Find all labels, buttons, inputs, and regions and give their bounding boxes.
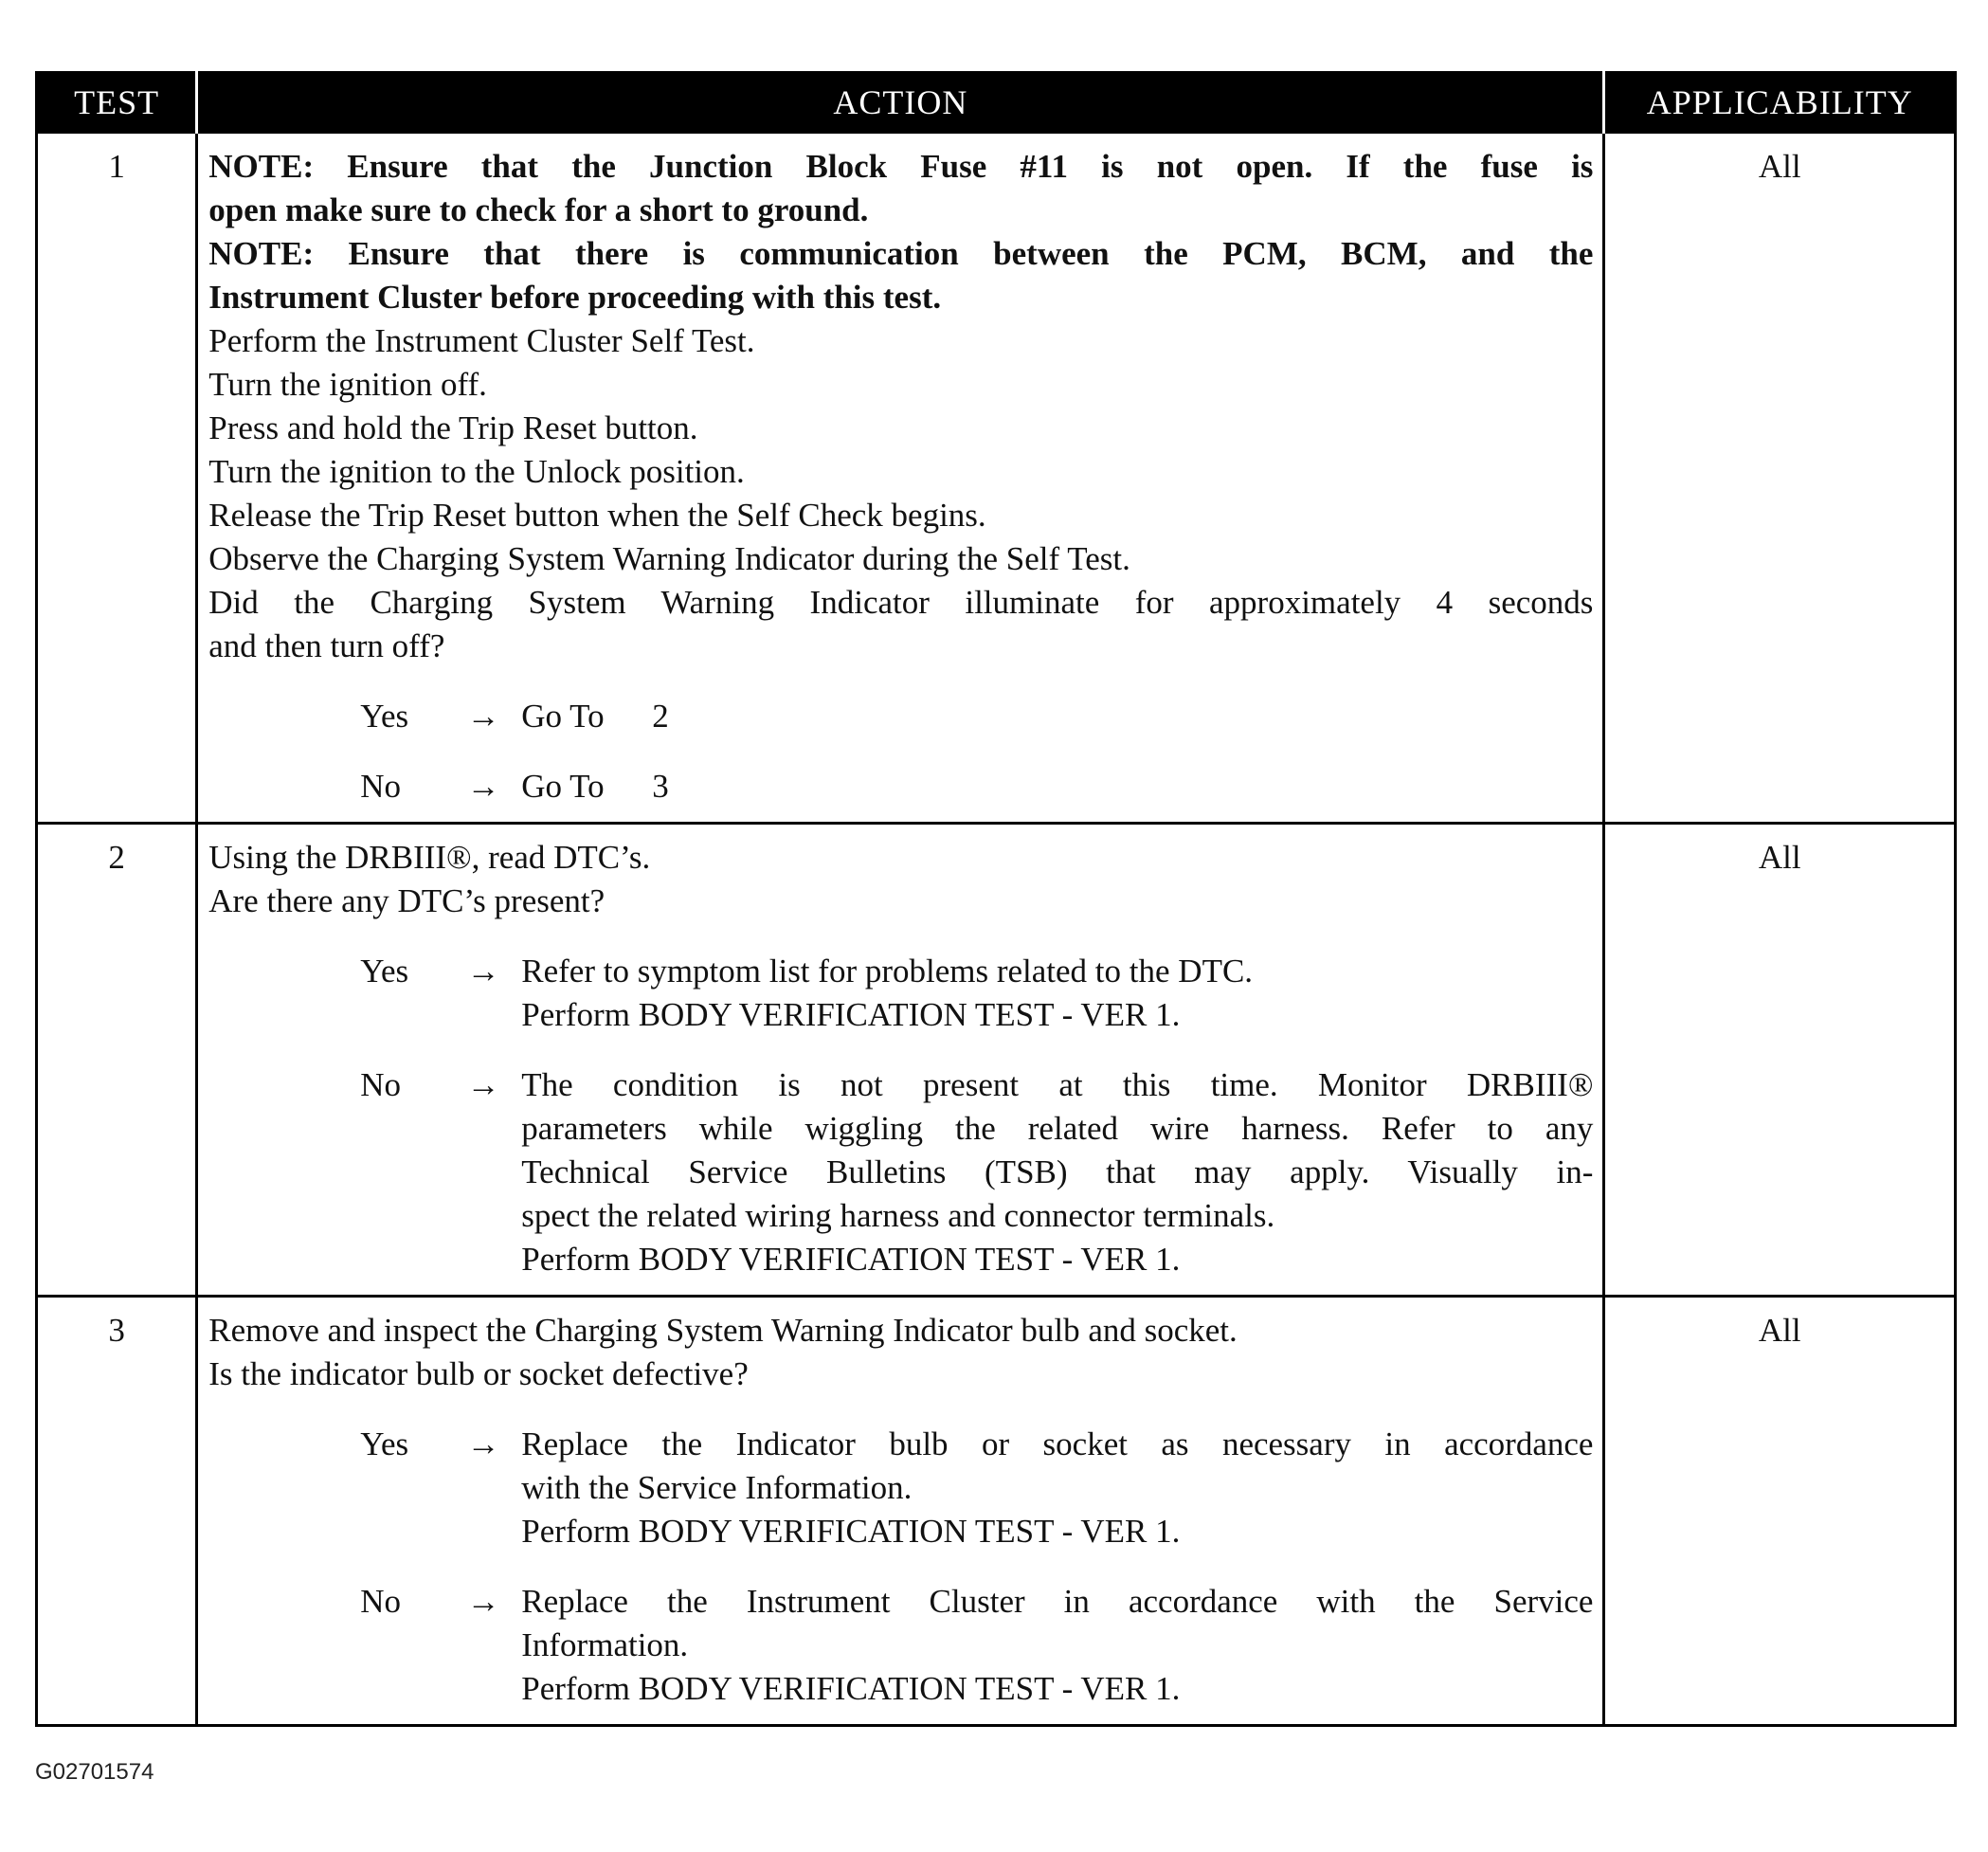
note-line: open make sure to check for a short to ground. — [208, 191, 869, 228]
result-line: parameters while wiggling the related wire harness. Refer to any — [521, 1110, 1594, 1147]
branch-answer: No — [360, 768, 402, 805]
result-line: Replace the Instrument Cluster in accordance with the Service — [521, 1583, 1594, 1620]
branch-yes — [208, 695, 1593, 738]
branch-result — [521, 765, 1593, 808]
arrow-icon: → — [466, 1583, 500, 1620]
test-number: 3 — [37, 1297, 197, 1726]
result-line: Perform BODY VERIFICATION TEST - VER 1. — [521, 1670, 1181, 1707]
step-line: Remove and inspect the Charging System Warning Indicator bulb and socket. — [208, 1312, 1238, 1349]
arrow-icon: → — [466, 768, 500, 805]
branch-answer: Yes — [360, 698, 409, 735]
branch-list — [208, 1423, 1593, 1711]
step-line: Turn the ignition to the Unlock position. — [208, 453, 745, 490]
header-action: ACTION — [197, 73, 1604, 133]
table-header-row — [37, 73, 1956, 133]
action-cell — [197, 1297, 1604, 1726]
result-line: with the Service Information. — [521, 1469, 913, 1506]
branch-answer: No — [360, 1583, 402, 1620]
branch-result — [521, 1580, 1593, 1711]
step-line: Did the Charging System Warning Indicator illuminate for approximately 4 seconds — [208, 584, 1594, 621]
action-cell — [197, 133, 1604, 824]
note-line: NOTE: Ensure that the Junction Block Fuse #11 is not open. If the fuse is — [208, 148, 1594, 185]
result-line: The condition is not present at this time. Monitor DRBIII® — [521, 1066, 1594, 1103]
result-line: Perform BODY VERIFICATION TEST - VER 1. — [521, 1241, 1181, 1278]
step-line: and then turn off? — [208, 627, 445, 664]
header-applicability: APPLICABILITY — [1604, 73, 1956, 133]
step-line: Are there any DTC’s present? — [208, 882, 605, 919]
branch-no — [208, 1580, 1593, 1711]
step-line: Observe the Charging System Warning Indicator during the Self Test. — [208, 540, 1130, 577]
branch-answer: Yes — [360, 953, 409, 990]
branch-no — [208, 765, 1593, 808]
step-line: Perform the Instrument Cluster Self Test. — [208, 322, 755, 359]
step-line: Release the Trip Reset button when the Self Check begins. — [208, 497, 986, 534]
branch-yes — [208, 1423, 1593, 1553]
note-line: Instrument Cluster before proceeding with this test. — [208, 279, 942, 316]
branch-list — [208, 695, 1593, 808]
result-line: Replace the Indicator bulb or socket as necessary in accordance — [521, 1425, 1594, 1462]
applicability-value: All — [1604, 133, 1956, 824]
applicability-value: All — [1604, 1297, 1956, 1726]
step-line: Is the indicator bulb or socket defective? — [208, 1355, 749, 1392]
step-line: Turn the ignition off. — [208, 366, 487, 403]
note-line: NOTE: Ensure that there is communication between the PCM, BCM, and the — [208, 235, 1594, 272]
result-line: Technical Service Bulletins (TSB) that may apply. Visually in- — [521, 1153, 1594, 1190]
diagnostic-test-table — [35, 71, 1957, 1727]
step-line: Press and hold the Trip Reset button. — [208, 409, 698, 446]
goto-label: Go To — [521, 698, 605, 735]
result-line: Perform BODY VERIFICATION TEST - VER 1. — [521, 1513, 1181, 1550]
table-row — [37, 824, 1956, 1297]
branch-list — [208, 950, 1593, 1281]
branch-result — [521, 1063, 1593, 1281]
branch-result — [521, 1423, 1593, 1553]
arrow-icon: → — [466, 953, 500, 990]
action-cell — [197, 824, 1604, 1297]
branch-answer: Yes — [360, 1425, 409, 1462]
header-test: TEST — [37, 73, 197, 133]
arrow-icon: → — [466, 1425, 500, 1462]
arrow-icon: → — [466, 1066, 500, 1103]
goto-target: 3 — [652, 768, 669, 805]
branch-yes — [208, 950, 1593, 1037]
result-line: Refer to symptom list for problems related to the DTC. — [521, 953, 1254, 990]
branch-answer: No — [360, 1066, 402, 1103]
arrow-icon: → — [466, 698, 500, 735]
branch-no — [208, 1063, 1593, 1281]
branch-result — [521, 950, 1593, 1037]
table-row — [37, 1297, 1956, 1726]
result-line: Perform BODY VERIFICATION TEST - VER 1. — [521, 996, 1181, 1033]
goto-label: Go To — [521, 768, 605, 805]
table-row — [37, 133, 1956, 824]
figure-code: G02701574 — [35, 1759, 154, 1785]
step-line: Using the DRBIII®, read DTC’s. — [208, 839, 651, 876]
test-number: 2 — [37, 824, 197, 1297]
test-number: 1 — [37, 133, 197, 824]
branch-result — [521, 695, 1593, 738]
result-line: Information. — [521, 1626, 689, 1663]
applicability-value: All — [1604, 824, 1956, 1297]
result-line: spect the related wiring harness and connector terminals. — [521, 1197, 1275, 1234]
goto-target: 2 — [652, 698, 669, 735]
